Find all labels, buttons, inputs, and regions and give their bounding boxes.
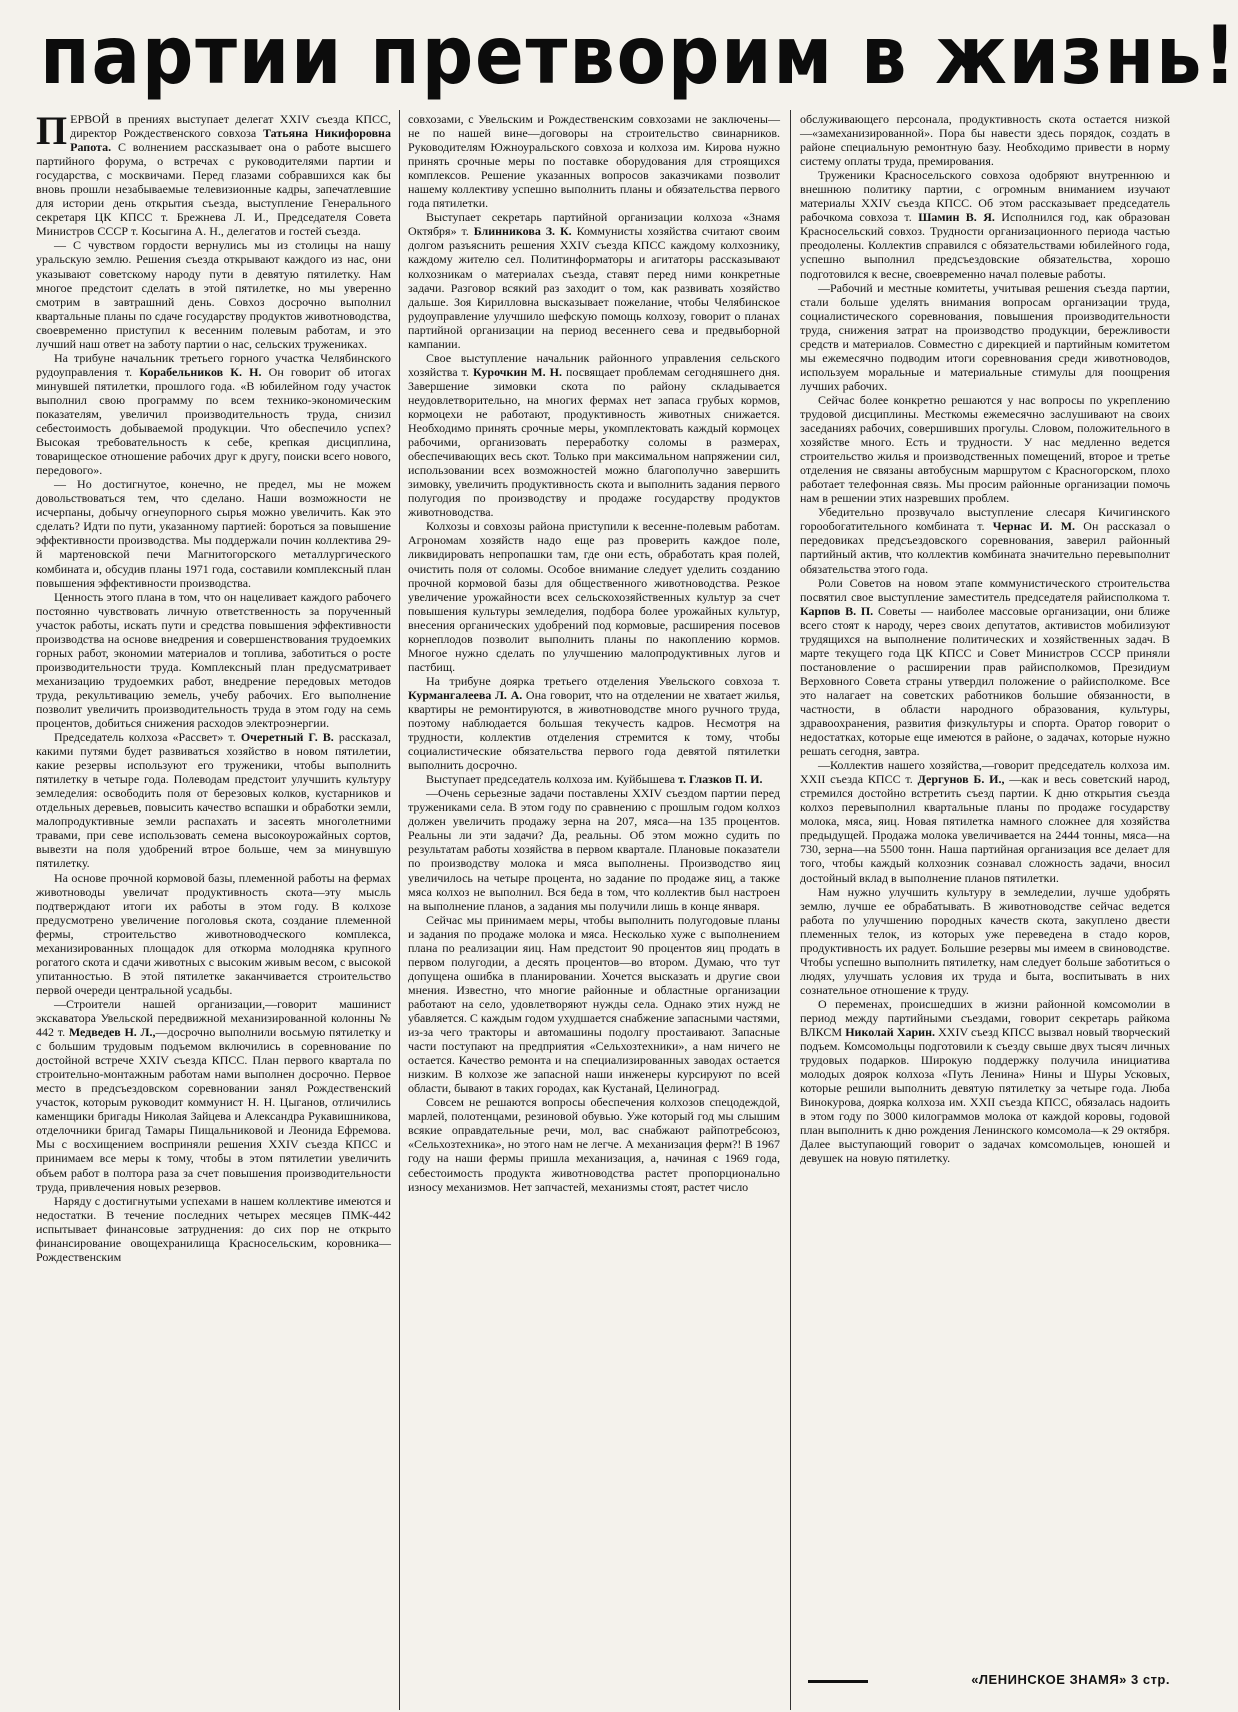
paragraph [800, 112, 1170, 168]
paragraph-text: С волнением рассказывает она о работе высшего партийного форума, о встречах с руководителями партии и государства, с москвичами. Перед глазами собравшихся как бы вновь прошли незабываемые телевизионные кадры, запечатлевшие для истории день открытия съезда, выступление Генерального секретаря ЦК КПСС т. Брежнева Л. И., Председателя Совета Министров СССР т. Косыгина А. Н., делегатов и гостей съезда. [36, 140, 391, 239]
paragraph [408, 913, 780, 1096]
paragraph [408, 772, 780, 786]
speaker-name: Медведев Н. Л., [68, 1025, 156, 1040]
paragraph-text: —досрочно выполнили восьмую пятилетку и с большим трудовым подъемом включились в соревнование по достойной встрече XXIV съезда КПСС. План первого квартала по строительно-монтажным работам нами выполнен досрочно. Первое место в предсъездовском соревновании занял Рождественский участок, которым руководит коммунист Н. Н. Цыганов, отличились каменщики бригады Николая Зайцева и Александра Рукавишникова, отделочники бригад Тамары Пищальниковой и Леонида Ефремова. Мы с восхищением восприняли решения XXIV съезда КПСС и принимаем все меры к тому, чтобы в этом пятилетии увеличить объем работ в полтора раза за счет повышения производительности труда, привлечения новых резервов. [36, 1025, 391, 1194]
speaker-name: Татьяна Никифоровна Рапота. [70, 126, 391, 155]
paragraph-text: — Но достигнутое, конечно, не предел, мы не можем довольствоваться тем, что сделано. Наши возможности не исчерпаны, добычу огнеупорного сырья можно увеличить. Как это сделать? Идти по пути, указанному партией: бороться за повышение эффективности производства. Мы поддержали почин коллектива 29-й мартеновской печи Магнитогорского металлургического комбината и, обсудив планы 1971 года, составили комплексный план повышения эффективности производства. [36, 477, 391, 590]
paragraph-text: Труженики Красносельского совхоза одобряют внутреннюю и внешнюю политику партии, с огромным вниманием изучают материалы XXIV съезда КПСС. Об этом рассказывает председатель рабочкома совхоза т. [800, 168, 1170, 225]
paragraph-text: Ценность этого плана в том, что он нацеливает каждого рабочего постоянно чувствовать личную ответственность за порученный участок работы, искать пути и средства повышения эффективности производства на основе внедрения и совершенствования трудоемких горных работ, экономии материалов и топлива, заботиться о росте производительности труда. Комплексный план предусматривает механизацию трудоемких работ, внедрение передовых методов труда, рекультивацию земель, учебу рабочих. Его выполнение позволит увеличить производительность труда в этом году на семь процентов, добиться снижения расходов электроэнергии. [36, 589, 391, 731]
paragraph [408, 351, 780, 520]
paragraph [36, 108, 391, 239]
paragraph-text: Совсем не решаются вопросы обеспечения колхозов спецодеждой, марлей, полотенцами, резиновой обувью. Уже который год мы слышим всякие оправдательные речи, мол, вас снабжают райпотребсоюз, «Сельхозтехника», но этого нам не легче. А механизация ферм?! В 1967 году на наши фермы пришла механизация, а, начиная с 1969 года, себестоимость продукта животноводства растет пропорционально износу механизмов. Нет запчастей, механизмы стоят, растет число [408, 1095, 780, 1194]
paragraph [36, 477, 391, 589]
paragraph-text: Коммунисты хозяйства считают своим долгом разъяснить решения XXIV съезда КПСС каждому колхознику, каждому жителю сел. Политинформаторы и агитаторы рассказывают колхозникам о материалах съезда, ставят перед ними конкретные задачи. Разговор всякий раз заходит о том, как развивать хозяйство дальше. Зоя Кирилловна высказывает пожелание, чтобы Челябинское рудоуправление улучшило шефскую помощь колхозу, говорит о планах партийной организации на период весеннего сева и предвыборной кампании. [408, 224, 780, 351]
headline: партии претворим в жизнь! [40, 9, 1238, 102]
paragraph [800, 758, 1170, 884]
paragraph [36, 997, 391, 1194]
speaker-name: Дергунов Б. И., [917, 772, 1005, 787]
paragraph-text: обслуживающего персонала, продуктивность скота остается низкой—«замеханизированной». Пора бы навести здесь порядок, создать в районе специальную ремонтную базу. Необходимо привести в норму систему оплаты труда, премирования. [800, 112, 1170, 169]
paragraph-text: Сейчас мы принимаем меры, чтобы выполнить полугодовые планы и задания по продаже молока и мяса. Несколько хуже с выполнением плана по реализации яиц. Нам предстоит 90 процентов яиц продать в первом полугодии, а десять процентов—во втором. Думаю, что тут допущена ошибка в планировании. Хочется высказать и другие свои мнения. Известно, что многие районные и областные организации работают на село, удовлетворяют нужды села. Однако этих нужд не убавляется. С каждым годом ухудшается снабжение запасными частями, из-за чего тракторы и автомашины подолгу простаивают. Запасные части поступают на предприятия «Сельхозтехники», а нам ничего не остается. Качество ремонта и на специализированных заводах остается низким. В колхозе же запасной наши инженеры курсируют по всей области, бывают в таких городах, как Кустанай, Целиноград. [408, 912, 780, 1096]
paragraph [36, 590, 391, 730]
paragraph [36, 238, 391, 350]
paragraph [800, 168, 1170, 280]
paragraph-text: Роли Советов на новом этапе коммунистического строительства посвятил свое выступление заместитель председателя райисполкома т. [800, 575, 1170, 604]
paragraph [408, 674, 780, 772]
speaker-name: т. Глазков П. И. [678, 772, 763, 787]
article-column-1 [36, 108, 391, 1677]
column-divider [399, 110, 400, 1710]
article-column-3 [800, 112, 1170, 1652]
paragraph-text: —Рабочий и местные комитеты, учитывая решения съезда партии, стали больше уделять внимания вопросам организации труда, социалистического соревнования, повышения производительности труда, снижения затрат на производство продукции, бережливости средств и материалов. Совместно с дирекцией и партийным комитетом мы ежемесячно подводим итоги соревнования среди животноводов, используем моральные и материальные стимулы для поощрения лучших рабочих. [800, 280, 1170, 393]
paragraph-text: рассказал, какими путями будет развиваться хозяйство в новом пятилетии, какие резервы используют его труженики, чтобы выполнить пятилетку в четыре года. Полеводам предстоит улучшить культуру земледелия: освободить поля от березовых колков, кустарников и отдельных деревьев, повысить качество вспашки и обработки земли, малопродуктивные земли распахать и засеять многолетними травами, при севе использовать семена высокоурожайных сортов, вывезти на поля удобрений втрое больше, чем за минувшую пятилетку. [36, 730, 391, 871]
paragraph [408, 1095, 780, 1193]
page-footer: «ЛЕНИНСКОЕ ЗНАМЯ» 3 стр. [971, 1672, 1170, 1687]
paragraph [408, 519, 780, 674]
paragraph-text: Председатель колхоза «Рассвет» т. [54, 730, 241, 745]
paragraph-text: Исполнился год, как образован Красносельский совхоз. Трудности организационного периода частью преодолены. Коллектив справился с обязательствами юбилейного года, успешно выполнил предсъездовские обязательства, хорошо подготовился к весне, своевременно начал полевые работы. [800, 210, 1171, 281]
paragraph-text: —Коллектив нашего хозяйства,—говорит председатель колхоза им. XXII съезда КПСС т. [800, 758, 1170, 787]
paragraph [36, 730, 391, 870]
paragraph-text: Наряду с достигнутыми успехами в нашем коллективе имеются и недостатки. В течение последних четырех месяцев ПМК-442 испытывает финансовые затруднения: до сих пор не открыто финансирование овощехранилища Красносельским, коровника—Рождественским [36, 1193, 391, 1264]
paragraph [800, 885, 1170, 997]
paragraph-text: О переменах, происшедших в жизни районной комсомолии в период между партийными съездами, говорит секретарь райкома ВЛКСМ [800, 996, 1170, 1040]
paragraph [800, 281, 1170, 393]
paragraph-text: Сейчас более конкретно решаются у нас вопросы по укреплению трудовой дисциплины. Месткомы ежемесячно заслушивают на своих заседаниях рабочих, совершивших прогулы. Словом, положительного в хозяйстве много. Есть и трудности. У нас медленно ведется строительство жилья и производственных помещений, второе и третье отделения не связаны автобусным маршрутом с Красногорском, плохо работает телефонная связь. Мы просим районные организации помочь нам в решении этих назревших проблем. [800, 392, 1170, 506]
paragraph-text: ЕРВОЙ в прениях выступает делегат XXIV съезда КПСС, директор Рождественского совхоза [70, 112, 391, 141]
paragraph-text: — С чувством гордости вернулись мы из столицы на нашу уральскую землю. Решения съезда открывают каждого из нас, они указывают советскому народу пути в девятую пятилетку. Нам многое предстоит сделать в этой пятилетке, но мы уверенно смотрим в завтрашний день. Совхоз досрочно выполнил квартальные планы по сдаче государству продуктов животноводства, своевременно приступил к весенним полевым работам, и это лучший наш ответ на заботу партии о нас, сельских тружениках. [36, 238, 391, 351]
paragraph [800, 576, 1170, 759]
paragraph-text: Свое выступление начальник районного управления сельского хозяйства т. [408, 350, 780, 379]
speaker-name: Шамин В. Я. [918, 210, 995, 225]
paragraph [36, 1194, 391, 1264]
paragraph-text: Выступает секретарь партийной организации колхоза «Знамя Октября» т. [408, 210, 780, 239]
paragraph-text: На основе прочной кормовой базы, племенной работы на фермах животноводы увеличат продуктивность скота—эту мысль подтверждают итоги их работы в этом году. В колхозе предусмотрено увеличение поголовья скота, создание племенной фермы, строительство животноводческого комплекса, механизированных площадок для откорма молодняка крупного рогатого скота и сдачи животных с высоким живым весом, с высокой упитанностью. В этой пятилетке заканчивается строительство первой очереди центральной усадьбы. [36, 870, 391, 997]
paragraph [800, 393, 1170, 505]
paragraph [408, 786, 780, 912]
paragraph-text: Она говорит, что на отделении не хватает жилья, квартиры не ремонтируются, в животноводстве много ручного труда, поэтому наблюдается большая текучесть кадров. Несмотря на трудности, коллектив отделения стремится к тому, чтобы социалистические обязательства первого года девятой пятилетки выполнить досрочно. [408, 687, 780, 773]
speaker-name: Карпов В. П. [800, 603, 874, 618]
speaker-name: Курмангалеева Л. А. [408, 687, 523, 702]
paragraph [408, 112, 780, 210]
speaker-name: Очеретный Г. В. [240, 730, 334, 745]
paragraph-text: —Очень серьезные задачи поставлены XXIV съездом партии перед тружениками села. В этом году по сравнению с прошлым годом колхоз должен увеличить продажу зерна на 207, мяса—на 135 процентов. Реальны ли эти задачи? Да, реальны. Об этом можно судить по результатам работы хозяйства в первом квартале. Плановые показатели по производству молока и мяса выполнены. Производство яиц увеличилось на четыре процента, но задание по продаже яиц, а также мяса колхоз не выполнил. Вся беда в том, что коллектив был настроен на выполнение планов, а задания мы получили лишь в конце января. [408, 786, 780, 913]
paragraph [800, 505, 1170, 575]
paragraph [408, 210, 780, 350]
paragraph [36, 351, 391, 477]
paragraph-text: совхозами, с Увельским и Рождественским совхозами не заключены—не по нашей вине—договоры на строительство свинарников. Руководителям Южноуральского совхоза и колхоза им. Кирова нужно принять срочные меры по поставке оборудования для строящихся комплексов. Решение указанных вопросов заказчиками позволит нашему коллективу успешно выполнить планы и обязательства первого года пятилетки. [408, 112, 780, 211]
speaker-name: Николай Харин. [845, 1025, 935, 1040]
paragraph-text: На трибуне доярка третьего отделения Увельского совхоза т. [426, 673, 780, 688]
paragraph-text: XXIV съезд КПСС вызвал новый творческий подъем. Комсомольцы подготовили к съезду свыше двух тысяч личных трудовых подарков. Широкую поддержку получила инициатива молодых доярок колхоза «Путь Ленина» Нины и Шуры Усковых, которые решили выполнить девятую пятилетку за четыре года. Люба Винокурова, доярка колхоза им. XXII съезда КПСС, обязалась надоить в этом году по 3000 килограммов молока от каждой коровы, годовой план выполнить к дню рождения Ленинского комсомола—к 29 октября. Далее выступающий говорит о задачах комсомольцев, юношей и девушек на новую пятилетку. [800, 1025, 1170, 1166]
paragraph-text: Выступает председатель колхоза им. Куйбышева [426, 772, 679, 787]
paragraph-text: посвящает проблемам сегодняшнего дня. Завершение зимовки скота по району складывается неудовлетворительно, на многих фермах нет запаса грубых кормов, кормоцехи не работают, продуктивность животных снижается. Необходимо принять срочные меры, укомплектовать каждый кормоцех рабочими, организовать переработку соломы в размерах, обеспечивающих весь скот. Только при максимальном напряжении сил, использовании всех возможностей можно благополучно завершить зимовку, увеличить продуктивность скота и выполнить задания первого полугодия по производству и продаже государству продуктов животноводства. [408, 364, 780, 520]
paragraph [36, 871, 391, 997]
paragraph-text: —как и весь советский народ, стремился достойно встретить съезд партии. К дню открытия съезда колхоз перевыполнил квартальные планы по продаже государству молока, мяса, яиц. Новая пятилетка намного сложнее для хозяйства предыдущей. Продажа молока увеличивается на 2444 тонны, мяса—на 730, зерна—на 5500 тонн. Наша партийная организация все делает для того, чтобы каждый колхозник сознавал сложность задачи, вносил достойный вклад в выполнение планов пятилетки. [800, 772, 1170, 885]
paragraph-text: Нам нужно улучшить культуру в земледелии, лучше удобрять землю, лучше ее обрабатывать. В животноводстве сейчас ведется работа по улучшению породных качеств скота, закуплено двести племенных телок, из которых уже переведена в стадо коров, продуктивность их радует. Большие резервы мы имеем в свиноводстве. Чтобы успешно выполнить пятилетку, нам следует больше заботиться о людях, улучшать условия их труда и быта, воспитывать в них сознательное отношение к труду. [800, 884, 1170, 997]
speaker-name: Корабельников К. Н. [139, 364, 262, 379]
drop-cap: П [36, 108, 68, 153]
speaker-name: Блинникова З. К. [473, 224, 572, 239]
paragraph-text: На трибуне начальник третьего горного участка Челябинского рудоуправления т. [36, 350, 391, 379]
paragraph-text: Советы — наиболее массовые организации, они ближе всего стоят к народу, через своих депутатов, активистов мобилизуют трудящихся на выполнение политических и хозяйственных задач. В марте текущего года ЦК КПСС и Совет Министров СССР приняли постановление о расширении прав райисполкомов, Президиум Верховного Совета страны утвердил положение о райисполкоме. Все это налагает на советских работников большие обязанности, в частности, в области народного образования, культуры, здравоохранения, развития физкультуры и спорта. Оратор говорит о недостатках, которые еще имеются в районе, о задачах, которые нужно решать сегодня, завтра. [800, 603, 1171, 759]
speaker-name: Чернас И. М. [992, 519, 1076, 534]
paragraph-text: —Строители нашей организации,—говорит машинист экскаватора Увельской передвижной механизированной колонны № 442 т. [36, 996, 391, 1040]
paragraph [800, 997, 1170, 1166]
footer-rule [808, 1680, 868, 1683]
article-column-2 [408, 112, 780, 1677]
paragraph-text: Убедительно прозвучало выступление слесаря Кичигинского горообогатительного комбината т. [800, 505, 1170, 534]
paragraph-text: Он рассказал о передовиках предсъездовского соревнования, заверил районный партийный актив, что коллектив комбината значительно перевыполнит обязательства этого года. [800, 519, 1170, 576]
column-divider [790, 110, 791, 1710]
paragraph-text: Колхозы и совхозы района приступили к весенне-полевым работам. Агрономам хозяйств надо еще раз проверить каждое поле, ликвидировать непропашки там, где они есть, обработать края полей, очистить поля от соломы. Особое внимание следует уделить созданию прочной кормовой базы для общественного животноводства. Резкое увеличение урожайности всех сельскохозяйственных культур за счет повышения культуры земледелия, подбора более урожайных культур, внесения органических удобрений под кормовые, расширения посевов корнеплодов позволит выполнить планы по накоплению кормов. Многое нужно сделать по улучшению малопродуктивных лугов и пастбищ. [408, 519, 780, 674]
speaker-name: Курочкин М. Н. [473, 364, 562, 379]
paragraph-text: Он говорит об итогах минувшей пятилетки, прошлого года. «В юбилейном году участок выполнил свою программу по всем технико-экономическим показателям, увеличил производительность труда, снизил себестоимость добываемой продукции. Что обеспечило успех? Высокая требовательность к себе, крепкая дисциплина, товарищеское отношение рабочих друг к другу, поиски всего нового, передового». [36, 364, 391, 478]
